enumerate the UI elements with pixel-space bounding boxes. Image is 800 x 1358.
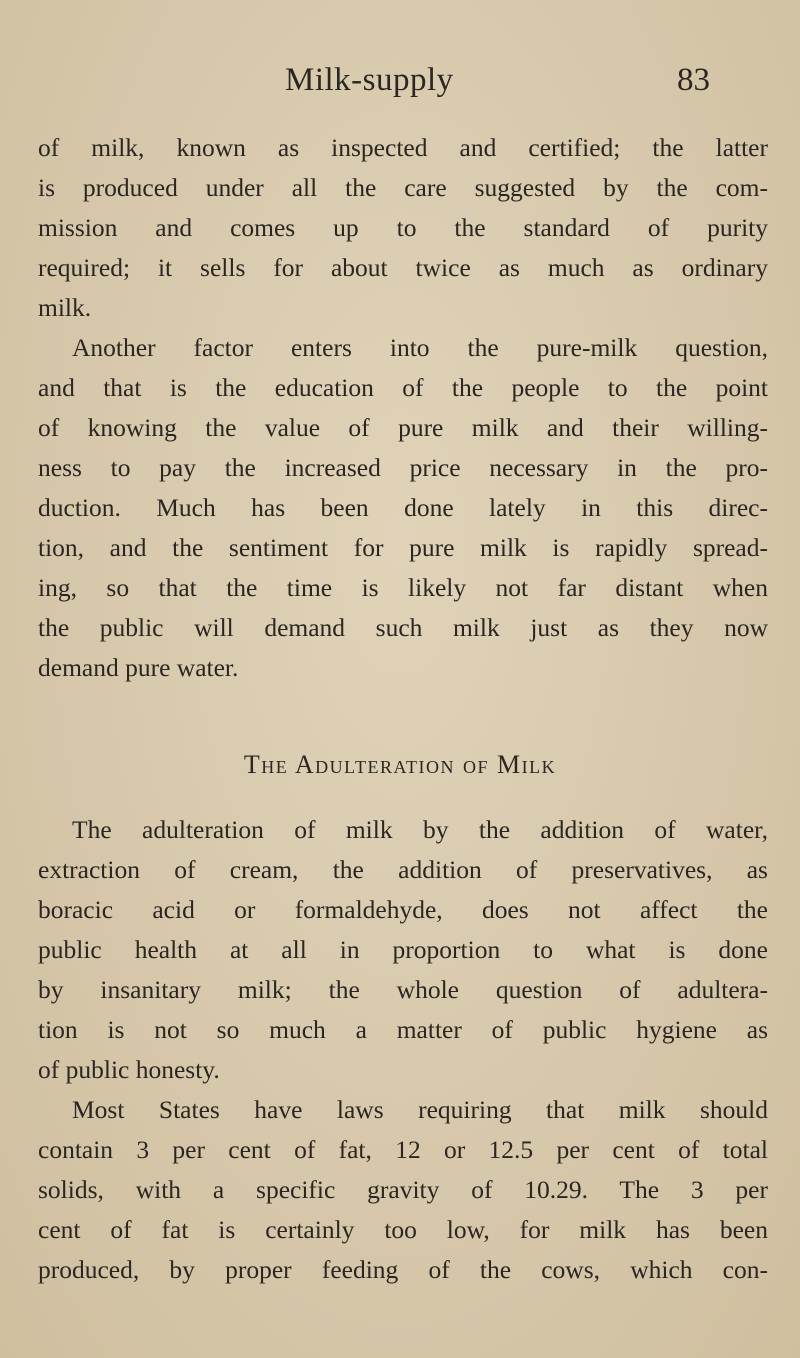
text-line: demand pure water. bbox=[38, 653, 239, 682]
text-line: extraction of cream, the addition of preservatives, as bbox=[38, 855, 768, 884]
text-line: ing, so that the time is likely not far distant when bbox=[38, 573, 768, 602]
text-line: of milk, known as inspected and certified; the latter bbox=[38, 133, 768, 162]
text-line: Most States have laws requiring that milk should bbox=[72, 1095, 768, 1124]
text-line: of public honesty. bbox=[38, 1055, 220, 1084]
text-line: is produced under all the care suggested by the com- bbox=[38, 173, 768, 202]
text-line: cent of fat is certainly too low, for milk has been bbox=[38, 1215, 768, 1244]
text-line: of knowing the value of pure milk and their willing- bbox=[38, 413, 768, 442]
page-number: 83 bbox=[677, 62, 710, 98]
text-line: the public will demand such milk just as they now bbox=[38, 613, 768, 642]
text-line: tion is not so much a matter of public hygiene as bbox=[38, 1015, 768, 1044]
text-line: required; it sells for about twice as much as ordinary bbox=[38, 253, 768, 282]
text-line: The adulteration of milk by the addition of water, bbox=[72, 815, 768, 844]
section-heading: The Adulteration of Milk bbox=[243, 750, 557, 779]
text-line: Another factor enters into the pure-milk question, bbox=[72, 333, 768, 362]
text-line: and that is the education of the people to the point bbox=[38, 373, 768, 402]
text-line: solids, with a specific gravity of 10.29. The 3 per bbox=[38, 1175, 768, 1204]
text-line: ness to pay the increased price necessary in the pro- bbox=[38, 453, 768, 482]
running-title: Milk-supply bbox=[285, 62, 454, 98]
text-line: milk. bbox=[38, 293, 92, 322]
running-head bbox=[0, 62, 800, 102]
text-line: mission and comes up to the standard of purity bbox=[38, 213, 768, 242]
text-line: contain 3 per cent of fat, 12 or 12.5 per cent of total bbox=[38, 1135, 768, 1164]
text-line: by insanitary milk; the whole question of adultera- bbox=[38, 975, 768, 1004]
text-line: duction. Much has been done lately in this direc- bbox=[38, 493, 768, 522]
text-line: boracic acid or formaldehyde, does not affect the bbox=[38, 895, 768, 924]
text-line: public health at all in proportion to what is done bbox=[38, 935, 768, 964]
paragraph-3 bbox=[38, 810, 768, 1090]
paragraph-1 bbox=[38, 128, 768, 328]
text-line: tion, and the sentiment for pure milk is rapidly spread- bbox=[38, 533, 768, 562]
text-line: produced, by proper feeding of the cows, which con- bbox=[38, 1255, 768, 1284]
paragraph-4 bbox=[38, 1090, 768, 1290]
paragraph-2 bbox=[38, 328, 768, 688]
